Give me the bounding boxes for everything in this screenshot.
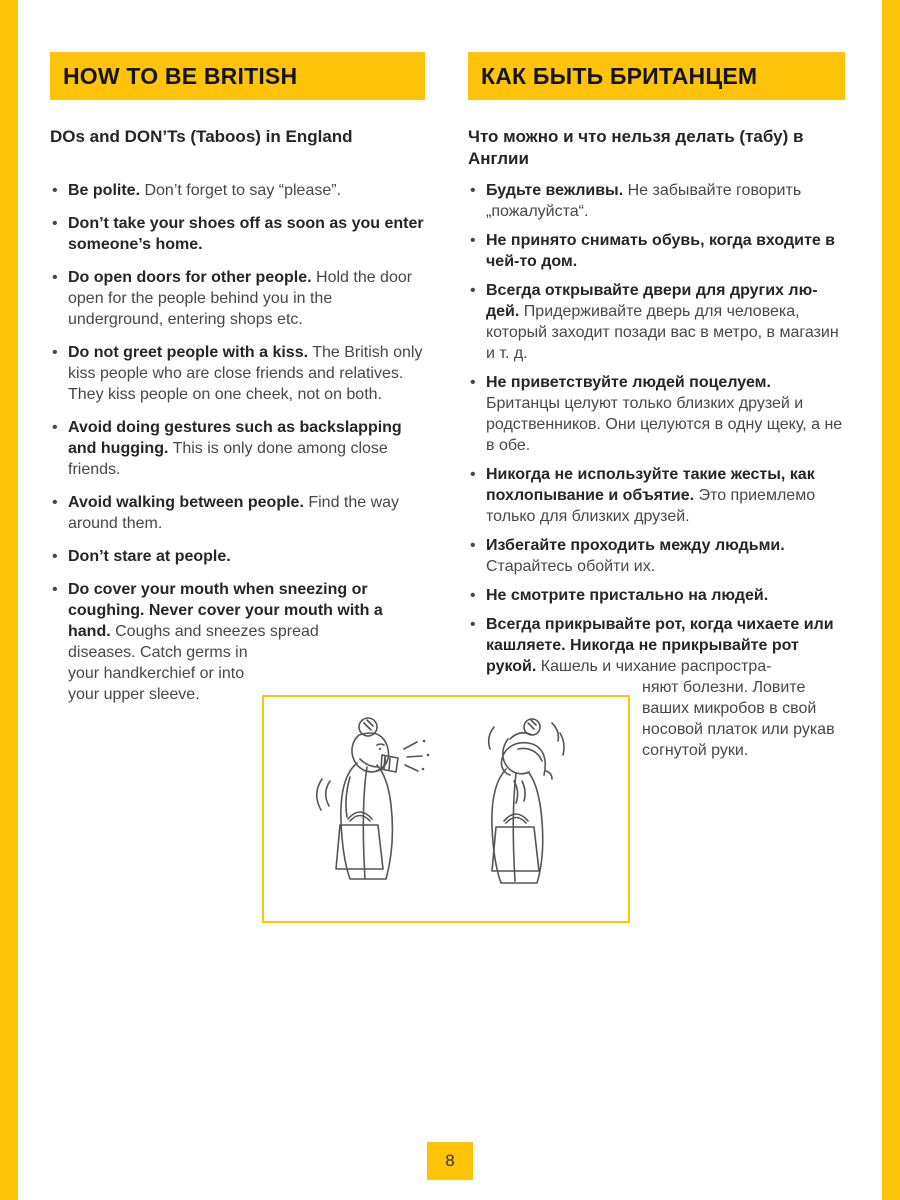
russian-header-bar xyxy=(468,52,845,100)
list-item-wrapped xyxy=(468,614,845,761)
list-item xyxy=(50,213,425,255)
list-item xyxy=(468,535,845,577)
list-item xyxy=(50,492,425,534)
english-bullet-list xyxy=(50,180,425,705)
bullet-narrow-part: няют болезни. Ловите ваших микробов в свой носовой платок или рукав согнутой руки. xyxy=(642,679,835,759)
bullet-lead: Будьте вежливы. xyxy=(486,182,624,199)
bullet-text: Не забывайте говорить „пожалуйста“. xyxy=(486,182,802,220)
bullet-text: Британцы целуют только близких друзей и родственников. Они целуются в одну щеку, а не в обе. xyxy=(486,395,843,454)
bullet-text: Придерживайте дверь для человека, который заходит позади вас в метро, в магазин и т. д. xyxy=(486,303,839,362)
bullet-text: Hold the door open for the people behind you in the underground, entering shops etc. xyxy=(68,269,413,328)
bullet-lead: Avoid doing gestures such as backslapping and hugging. xyxy=(68,419,402,457)
list-item xyxy=(50,267,425,330)
list-item xyxy=(50,342,425,405)
left-edge-bar xyxy=(0,0,18,1200)
bullet-text: Кашель и чихание распростра- xyxy=(540,658,772,675)
list-item xyxy=(468,464,845,527)
bullet-lead: Всегда открывайте двери для других людей. xyxy=(486,282,818,320)
english-title: HOW TO BE BRITISH xyxy=(63,62,298,89)
bullet-text: Coughs and sneezes spread xyxy=(115,623,319,640)
russian-column xyxy=(468,52,845,769)
page-number-badge xyxy=(427,1142,473,1180)
list-item xyxy=(50,546,425,567)
list-item xyxy=(468,280,845,364)
page-number: 8 xyxy=(445,1151,455,1170)
right-edge-bar xyxy=(882,0,900,1200)
list-item xyxy=(50,180,425,201)
bullet-lead: Don’t stare at people. xyxy=(68,548,231,565)
english-subtitle: DOs and DON’Ts (Taboos) in England xyxy=(50,127,353,146)
bullet-lead: Избегайте проходить между людьми. xyxy=(486,537,785,554)
list-item xyxy=(50,417,425,480)
list-item xyxy=(468,585,845,606)
bullet-lead: Don’t take your shoes off as soon as you enter someone’s home. xyxy=(68,215,424,253)
list-item xyxy=(468,372,845,456)
list-item-wrapped xyxy=(50,579,425,705)
bullet-text: Старайтесь обойти их. xyxy=(486,558,656,575)
bullet-wide-part xyxy=(486,614,845,677)
russian-bullet-list xyxy=(468,180,845,761)
list-item xyxy=(468,230,845,272)
list-item xyxy=(468,180,845,222)
bullet-lead: Никогда не используйте такие жесты, как похлопывание и объятие. xyxy=(486,466,815,504)
bullet-wide-part xyxy=(68,579,425,642)
bullet-lead: Do not greet people with a kiss. xyxy=(68,344,309,361)
bullet-text: The British only kiss people who are close friends and relatives. They kiss people on one cheek, not on both. xyxy=(68,344,423,403)
bullet-lead: Be polite. xyxy=(68,182,141,199)
bullet-text: Это приемлемо только для близких друзей. xyxy=(486,487,816,525)
bullet-narrow-part: diseases. Catch germs in your handkerchief or into your upper sleeve. xyxy=(68,644,248,703)
bullet-lead: Не приветствуйте людей поцелуем. xyxy=(486,374,771,391)
bullet-lead: Всегда прикрывайте рот, когда чихаете или кашляете. Никогда не прикрывайте рот рукой. xyxy=(486,616,834,675)
english-header-bar xyxy=(50,52,425,100)
bullet-text: This is only done among close friends. xyxy=(68,440,388,478)
bullet-lead: Не принято снимать обувь, когда входите в чей-то дом. xyxy=(486,232,835,270)
bullet-lead: Avoid walking between people. xyxy=(68,494,304,511)
russian-title: КАК БЫТЬ БРИТАНЦЕМ xyxy=(481,62,758,89)
russian-subtitle: Что можно и что нельзя делать (табу) в Англии xyxy=(468,127,804,168)
bullet-lead: Do open doors for other people. xyxy=(68,269,312,286)
bullet-text: Don’t forget to say “please”. xyxy=(144,182,342,199)
english-column xyxy=(50,52,425,717)
bullet-lead: Do cover your mouth when sneezing or coughing. Never cover your mouth with a hand. xyxy=(68,581,383,640)
bullet-text: Find the way around them. xyxy=(68,494,400,532)
bullet-lead: Не смотрите пристально на людей. xyxy=(486,587,769,604)
